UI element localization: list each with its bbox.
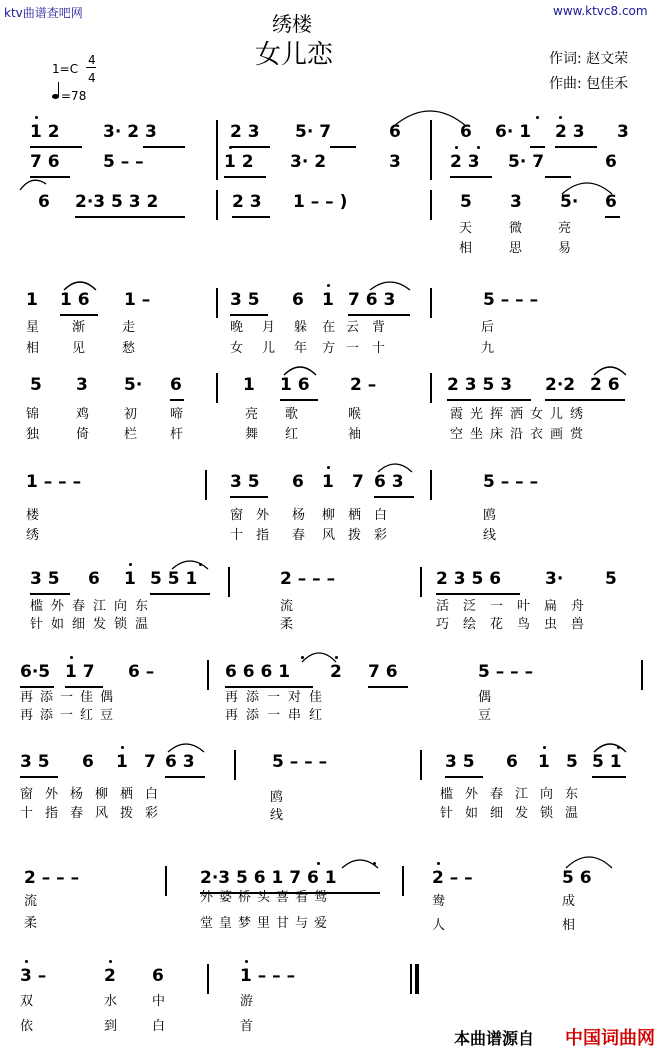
octave-dot — [245, 960, 248, 963]
tie-slur — [300, 648, 338, 664]
lyric: 偶 — [478, 690, 492, 705]
beam-line — [170, 399, 184, 401]
score-row-3 — [0, 190, 662, 224]
lyric: 槛外春江向东 — [440, 787, 591, 802]
lyric: 杨 — [292, 508, 306, 523]
barline — [410, 964, 412, 994]
note-group: 6 6 6 1 — [225, 662, 291, 682]
note-group: 3· 2 — [290, 152, 327, 172]
lyric: 豆 — [478, 708, 492, 723]
note-group: 1 2 — [224, 152, 254, 172]
barline — [216, 120, 218, 150]
note-group: 3 5 — [30, 569, 60, 589]
note-group: 6 — [170, 375, 182, 395]
note-group: 2 3 5 6 — [436, 569, 502, 589]
lyric: 槛外春江向东 — [30, 599, 157, 614]
lyric: 线 — [483, 528, 497, 543]
lyric: 相 — [459, 241, 473, 256]
note-group: 6 — [389, 122, 401, 142]
lyric: 后 — [481, 320, 495, 335]
barline — [216, 373, 218, 403]
lyric: 天 — [459, 221, 473, 236]
lyric: 舞 — [245, 427, 259, 442]
score-row-6 — [0, 470, 662, 504]
note-group: 3 5 — [230, 290, 260, 310]
note-group: 6 — [152, 966, 164, 986]
note-group: 6 — [605, 152, 617, 172]
lyric: 窗外杨柳栖白 — [20, 787, 171, 802]
beam-line — [280, 399, 318, 401]
note-group: 1 — [243, 375, 255, 395]
note-group: 1 – — [124, 290, 151, 310]
lyric: 双 — [20, 994, 34, 1009]
barline — [402, 866, 404, 896]
note-group: 1 – – – — [26, 472, 82, 492]
note-group: 5 5 1 — [150, 569, 198, 589]
lyric: 歌 — [285, 407, 299, 422]
note-group: 2 3 — [555, 122, 585, 142]
note-group: 5· 7 — [508, 152, 545, 172]
note-group: 3 5 — [230, 472, 260, 492]
note-group: 5 — [460, 192, 472, 212]
tempo-bpm: =78 — [61, 89, 87, 103]
note-group: 1 – – – — [240, 966, 296, 986]
octave-dot — [536, 116, 539, 119]
lyric: 女 — [230, 341, 244, 356]
note-group: 5 – – – — [483, 290, 539, 310]
barline — [207, 660, 209, 690]
lyric: 中 — [152, 994, 166, 1009]
beam-line — [30, 593, 70, 595]
beam-line — [150, 593, 210, 595]
note-group: 1 — [26, 290, 38, 310]
beam-line — [60, 314, 98, 316]
lyric: 春 — [292, 528, 306, 543]
lyric: 依 — [20, 1019, 34, 1034]
lyric: 流 — [280, 599, 294, 614]
beam-line — [143, 146, 185, 148]
lyric: 倚 — [76, 427, 90, 442]
lyric: 人 — [432, 918, 446, 933]
beam-line — [555, 146, 597, 148]
lyric: 锦 — [26, 407, 40, 422]
note-group: 1 — [322, 472, 334, 492]
beam-line — [530, 146, 545, 148]
beam-line — [545, 399, 625, 401]
barline — [430, 288, 432, 318]
note-group: 7 — [352, 472, 364, 492]
lyric: 再添一对佳 — [225, 690, 331, 705]
note-group: 3 5 — [20, 752, 50, 772]
lyric: 杆 — [170, 427, 184, 442]
note-group: 2 – – – — [24, 868, 80, 888]
lyric: 云 — [346, 320, 360, 335]
lyric: 鸡 — [76, 407, 90, 422]
key-signature: 1=C — [52, 62, 79, 76]
note-group: 2 – – – — [280, 569, 336, 589]
barline — [430, 190, 432, 220]
note-group: 2 — [330, 662, 342, 682]
tie-slur — [368, 278, 412, 292]
lyric: 啼 — [170, 407, 184, 422]
octave-dot — [129, 563, 132, 566]
beam-line — [330, 146, 356, 148]
barline — [216, 150, 218, 180]
lyric: 亮 — [245, 407, 259, 422]
lyric: 霞光挥洒女儿绣 — [450, 407, 591, 422]
barline — [430, 150, 432, 180]
footer-site-name[interactable]: 中国词曲网 — [565, 1028, 655, 1049]
meter-top: 4 — [88, 53, 96, 67]
note-group: 3 5 — [445, 752, 475, 772]
note-group: 3 — [389, 152, 401, 172]
octave-dot — [229, 146, 232, 149]
lyric: 栏 — [124, 427, 138, 442]
octave-dot — [455, 146, 458, 149]
lyric: 白 — [374, 508, 388, 523]
note-group: 6 – — [128, 662, 155, 682]
note-group: 6 — [605, 192, 617, 212]
lyric: 易 — [558, 241, 572, 256]
lyric: 流 — [24, 894, 38, 909]
note-group: 1 — [124, 569, 136, 589]
lyric: 鸯 — [432, 894, 446, 909]
beam-line — [230, 314, 268, 316]
lyric: 独 — [26, 427, 40, 442]
lyric: 亮 — [558, 221, 572, 236]
note-group: 6 3 — [374, 472, 404, 492]
lyric: 楼 — [26, 508, 40, 523]
lyric: 空坐床沿衣画赏 — [450, 427, 591, 442]
lyric: 渐 — [72, 320, 86, 335]
lyric: 指 — [256, 528, 270, 543]
lyric: 鸥 — [483, 508, 497, 523]
beam-line — [230, 496, 268, 498]
tie-slur — [376, 460, 414, 474]
lyric: 相 — [562, 918, 576, 933]
note-group: 6 — [88, 569, 100, 589]
note-group: 6· 1 — [495, 122, 532, 142]
beam-line — [30, 146, 82, 148]
octave-dot — [477, 146, 480, 149]
lyric: 到 — [104, 1019, 118, 1034]
note-group: 6 — [460, 122, 472, 142]
lyric: 月 — [262, 320, 276, 335]
barline — [420, 567, 422, 597]
note-group: 2 — [104, 966, 116, 986]
note-group: 6 3 — [165, 752, 195, 772]
composer-credit: 作曲: 包佳禾 — [549, 76, 629, 92]
score-row-1 — [0, 120, 662, 154]
note-group: 2 – – — [432, 868, 473, 888]
lyric: 方 — [322, 341, 336, 356]
lyric: 外 — [256, 508, 270, 523]
note-group: 2·2 — [545, 375, 576, 395]
lyric: 活泛一叶扁舟 — [436, 599, 599, 614]
barline — [420, 750, 422, 780]
lyric: 思 — [509, 241, 523, 256]
octave-dot — [543, 746, 546, 749]
note-group: 1 — [538, 752, 550, 772]
score-row-9 — [0, 750, 662, 784]
lyric: 星 — [26, 320, 40, 335]
lyric: 窗 — [230, 508, 244, 523]
lyric: 拨 — [348, 528, 362, 543]
note-group: 7 6 3 — [348, 290, 396, 310]
beam-line — [447, 399, 531, 401]
lyric: 初 — [124, 407, 138, 422]
note-group: 5· 7 — [295, 122, 332, 142]
beam-line — [445, 776, 483, 778]
score-row-8 — [0, 660, 662, 694]
score-row-11 — [0, 964, 662, 998]
note-group: 3 – — [20, 966, 47, 986]
tie-slur — [564, 852, 614, 870]
lyric: 游 — [240, 994, 254, 1009]
lyric: 十 — [230, 528, 244, 543]
lyric: 针如细发锁温 — [30, 617, 157, 632]
lyric: 走 — [122, 320, 136, 335]
octave-dot — [317, 862, 320, 865]
lyric: 栖 — [348, 508, 362, 523]
lyric: 年 — [294, 341, 308, 356]
tie-slur — [592, 363, 628, 377]
note-group: 2 3 — [230, 122, 260, 142]
octave-dot — [327, 284, 330, 287]
lyric: 鸥 — [270, 790, 284, 805]
barline — [205, 470, 207, 500]
score-row-7 — [0, 567, 662, 601]
lyric: 堂皇梦里甘与爱 — [200, 916, 334, 931]
lyric: 水 — [104, 994, 118, 1009]
lyric: 柳 — [322, 508, 336, 523]
lyric: 微 — [509, 221, 523, 236]
lyric: 风 — [322, 528, 336, 543]
tie-slur — [166, 740, 206, 754]
note-group: 1 7 — [65, 662, 95, 682]
meter-bottom: 4 — [88, 71, 96, 85]
beam-line — [65, 686, 103, 688]
note-group: 3· — [545, 569, 564, 589]
barline — [207, 964, 209, 994]
note-group: 5 — [30, 375, 42, 395]
tie-slur — [560, 178, 614, 196]
barline — [216, 190, 218, 220]
octave-dot — [327, 466, 330, 469]
lyric: 见 — [72, 341, 86, 356]
beam-line — [225, 686, 313, 688]
note-group: 2·3 5 6 1 7 6 1 — [200, 868, 337, 888]
beam-line — [605, 216, 620, 218]
note-group: 5 6 — [562, 868, 592, 888]
tie-slur — [592, 740, 628, 754]
lyric: 柔 — [280, 617, 294, 632]
site-name-left: ktv曲谱查吧网 — [4, 6, 83, 20]
octave-dot — [109, 960, 112, 963]
final-barline — [415, 964, 419, 994]
lyric: 红 — [285, 427, 299, 442]
octave-dot — [437, 862, 440, 865]
beam-line — [75, 216, 185, 218]
note-group: 1 – – ) — [293, 192, 348, 212]
beam-line — [230, 146, 270, 148]
footer-source-label: 本曲谱源自 — [454, 1029, 535, 1048]
lyric: 巧绘花鸟虫兽 — [436, 617, 599, 632]
beam-line — [165, 776, 205, 778]
beam-line — [20, 686, 54, 688]
note-group: 5· — [560, 192, 579, 212]
note-group: 2 – — [350, 375, 377, 395]
lyric: 绣 — [26, 528, 40, 543]
lyric: 儿 — [262, 341, 276, 356]
tie-slur — [62, 278, 98, 292]
tie-slur — [392, 104, 468, 128]
note-group: 6 — [82, 752, 94, 772]
lyric: 再添一串红 — [225, 708, 331, 723]
lyric: 再添一佳偶 — [20, 690, 121, 705]
note-group: 7 6 — [368, 662, 398, 682]
lyric: 针如细发锁温 — [440, 806, 591, 821]
beam-line — [374, 496, 414, 498]
lyric: 喉 — [348, 407, 362, 422]
barline — [430, 373, 432, 403]
beam-line — [224, 176, 266, 178]
octave-dot — [35, 116, 38, 119]
score-row-5 — [0, 373, 662, 407]
note-group: 3 — [617, 122, 629, 142]
note-group: 1 — [116, 752, 128, 772]
note-group: 5 — [605, 569, 617, 589]
lyricist-credit: 作词: 赵文荣 — [549, 51, 629, 67]
lyric: 愁 — [122, 341, 136, 356]
score-row-4 — [0, 288, 662, 322]
octave-dot — [121, 746, 124, 749]
beam-line — [592, 776, 626, 778]
lyric: 十 — [372, 341, 386, 356]
lyric: 首 — [240, 1019, 254, 1034]
note-group: 5 – – – — [272, 752, 328, 772]
barline — [430, 470, 432, 500]
note-group: 5 – – – — [478, 662, 534, 682]
note-group: 1 6 — [60, 290, 90, 310]
note-group: 2 6 — [590, 375, 620, 395]
note-group: 6 — [38, 192, 50, 212]
lyric: 相 — [26, 341, 40, 356]
note-group: 5 – – – — [483, 472, 539, 492]
barline — [216, 288, 218, 318]
lyric: 躲 — [294, 320, 308, 335]
lyric: 袖 — [348, 427, 362, 442]
title-line1: 绣楼 — [272, 12, 312, 36]
beam-line — [348, 314, 410, 316]
octave-dot — [70, 656, 73, 659]
note-group: 6 — [292, 290, 304, 310]
barline — [234, 750, 236, 780]
lyric: 白 — [152, 1019, 166, 1034]
note-group: 1 2 — [30, 122, 60, 142]
barline — [228, 567, 230, 597]
note-group: 2 3 — [232, 192, 262, 212]
lyric: 九 — [481, 341, 495, 356]
lyric: 外婆桥头喜看鸳 — [200, 890, 334, 905]
note-stem — [58, 82, 59, 96]
beam-line — [368, 686, 408, 688]
meter-line — [86, 67, 96, 68]
site-url-right: www.ktvc8.com — [553, 4, 648, 18]
lyric: 晚 — [230, 320, 244, 335]
note-group: 6 — [292, 472, 304, 492]
lyric: 线 — [270, 808, 284, 823]
note-group: 6 — [506, 752, 518, 772]
tie-slur — [18, 176, 48, 192]
note-group: 5 – – — [103, 152, 144, 172]
lyric: 在 — [322, 320, 336, 335]
beam-line — [20, 776, 58, 778]
lyric: 再添一红豆 — [20, 708, 121, 723]
beam-line — [232, 216, 270, 218]
note-group: 5· — [124, 375, 143, 395]
note-group: 1 — [322, 290, 334, 310]
note-group: 7 6 — [30, 152, 60, 172]
beam-line — [450, 176, 492, 178]
octave-dot — [25, 960, 28, 963]
note-group: 1 6 — [280, 375, 310, 395]
lyric: 成 — [562, 894, 576, 909]
title-line2: 女儿恋 — [255, 40, 334, 70]
note-group: 7 — [144, 752, 156, 772]
beam-line — [436, 593, 520, 595]
note-group: 5 1 — [592, 752, 622, 772]
barline — [165, 866, 167, 896]
tie-slur — [340, 856, 380, 870]
note-group: 3 — [510, 192, 522, 212]
lyric: 彩 — [374, 528, 388, 543]
note-group: 6·5 — [20, 662, 51, 682]
note-group: 5 — [566, 752, 578, 772]
lyric: 背 — [372, 320, 386, 335]
note-group: 2 3 — [450, 152, 480, 172]
note-group: 2·3 5 3 2 — [75, 192, 159, 212]
lyric: 一 — [346, 341, 360, 356]
note-group: 2 3 5 3 — [447, 375, 513, 395]
note-group: 3 — [76, 375, 88, 395]
lyric: 柔 — [24, 916, 38, 931]
barline — [641, 660, 643, 690]
octave-dot — [559, 116, 562, 119]
note-group: 3· 2 3 — [103, 122, 157, 142]
tie-slur — [282, 363, 318, 377]
lyric: 十指春风拨彩 — [20, 806, 171, 821]
tie-slur — [170, 557, 210, 571]
